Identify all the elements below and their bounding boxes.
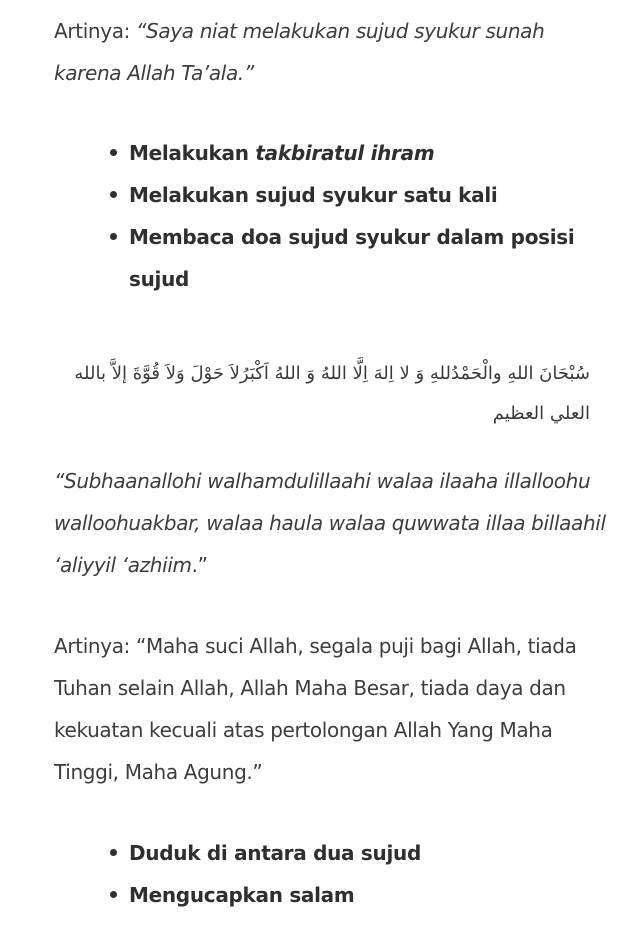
translation-label: Artinya: [54, 634, 137, 658]
list-item-text: Melakukan [129, 141, 256, 165]
bullet-icon [110, 849, 117, 856]
steps-list-2 [129, 832, 619, 916]
translation-text: “Maha suci Allah, segala puji bagi Allah, tiada Tuhan selain Allah, Allah Maha Besar, tiada daya dan kekuatan kecuali atas pertolongan Allah Yang Maha Tinggi, Maha Agung.” [54, 634, 577, 784]
list-item [129, 832, 619, 874]
list-item-text: Membaca doa sujud syukur dalam posisi sujud [129, 225, 575, 291]
bullet-icon [110, 149, 117, 156]
list-item [129, 216, 619, 300]
prayer-latin-paragraph [54, 460, 614, 586]
list-item-text: Mengucapkan salam [129, 883, 355, 907]
bullet-icon [110, 891, 117, 898]
list-item-emphasis: takbiratul ihram [255, 141, 435, 165]
prayer-latin-tail: .” [191, 553, 208, 577]
list-item [129, 132, 619, 174]
list-item-text: Melakukan sujud syukur satu kali [129, 183, 498, 207]
bullet-icon [110, 191, 117, 198]
steps-list-1 [129, 132, 619, 300]
bullet-icon [110, 233, 117, 240]
list-item [129, 874, 619, 916]
list-item [129, 174, 619, 216]
intention-translation-paragraph [54, 10, 614, 94]
translation-text: “Saya niat melakukan sujud syukur sunah karena Allah Ta’ala.” [54, 19, 545, 85]
prayer-latin-text: “Subhaanallohi walhamdulillaahi walaa ilaaha illalloohu walloohuakbar, walaa haula walaa quwwata illaa billaahil ‘aliyyil ‘azhiim [54, 469, 606, 577]
list-item-text: Duduk di antara dua sujud [129, 841, 421, 865]
prayer-arabic-text: سُبْحَانَ اللهِ والْحَمْدُللهِ وَ لا اِلهَ اِلَّا اللهُ وَ اللهُ اَكْبَرُلاَ حَوْلَ وَلاَ قُوَّةَ إلاَّ بالله العلي العظيم [74, 363, 590, 424]
prayer-translation-paragraph [54, 625, 614, 793]
translation-label: Artinya: [54, 19, 137, 43]
